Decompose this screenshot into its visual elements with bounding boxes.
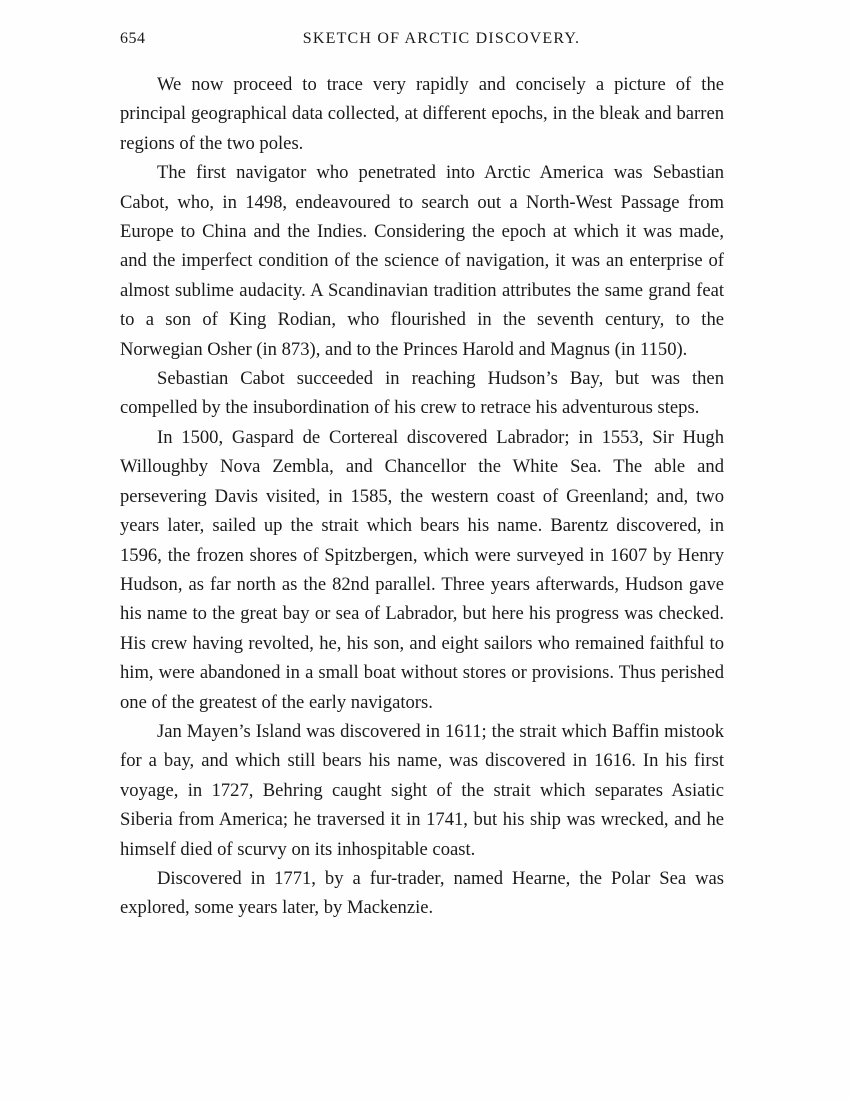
paragraph: Sebastian Cabot succeeded in reaching Hudson’s Bay, but was then compelled by the insubordination of his crew to retrace his adventurous steps.	[120, 368, 724, 419]
paragraph: Jan Mayen’s Island was discovered in 1611; the strait which Baffin mistook for a bay, and which still bears his name, was discovered in 1616. In his first voyage, in 1727, Behring caught sight of the strait which separates Asiatic Siberia from America; he traversed it in 1741, but his ship was wrecked, and he himself died of scurvy on its inhospitable coast.	[120, 720, 724, 860]
running-head	[120, 30, 725, 54]
page-number: 654	[120, 30, 146, 47]
body-text	[120, 70, 724, 923]
running-title: SKETCH OF ARCTIC DISCOVERY.	[302, 30, 581, 47]
paragraph: We now proceed to trace very rapidly and concisely a picture of the principal geographical data collected, at different epochs, in the bleak and barren regions of the two poles.	[120, 74, 724, 154]
paragraph: Discovered in 1771, by a fur-trader, named Hearne, the Polar Sea was explored, some years later, by Mackenzie.	[120, 867, 724, 919]
paragraph: The first navigator who penetrated into Arctic America was Sebastian Cabot, who, in 1498, endeavoured to search out a North-West Passage from Europe to China and the Indies. Considering the epoch at which it was made, and the imperfect condition of the science of navigation, it was an enterprise of almost sublime audacity. A Scandinavian tradition attributes the same grand feat to a son of King Rodian, who flourished in the seventh century, to the Norwegian Osher (in 873), and to the Princes Harold and Magnus (in 1150).	[120, 162, 724, 360]
paragraph: In 1500, Gaspard de Cortereal discovered Labrador; in 1553, Sir Hugh Willoughby Nova Zembla, and Chancellor the White Sea. The able and persevering Davis visited, in 1585, the western coast of Greenland; and, two years later, sailed up the strait which bears his name. Barentz discovered, in 1596, the frozen shores of Spitzbergen, which were surveyed in 1607 by Henry Hudson, as far north as the 82nd parallel. Three years afterwards, Hudson gave his name to the great bay or sea of Labrador, but here his progress was checked. His crew having revolted, he, his son, and eight sailors who remained faithful to him, were abandoned in a small boat without stores or provisions. Thus perished one of the greatest of the early navigators.	[120, 426, 724, 713]
